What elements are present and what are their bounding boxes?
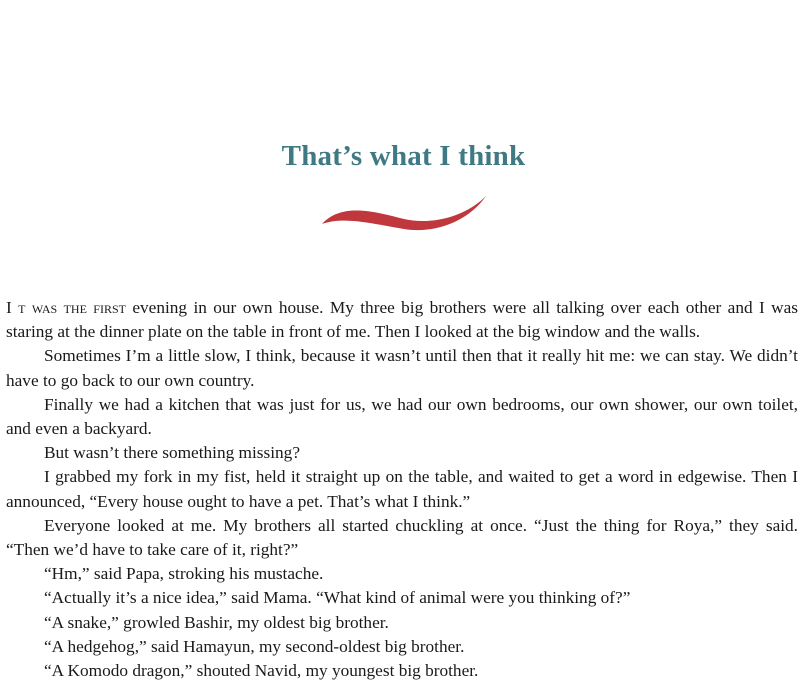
paragraph: “Actually it’s a nice idea,” said Mama. “What kind of animal were you thinking of?” — [44, 588, 631, 608]
paragraph: “A snake,” growled Bashir, my oldest big brother. — [44, 612, 389, 632]
paragraph: Everyone looked at me. My brothers all started chuckling at once. “Just the thing for Roya,” they said. “Then we’d have to take care of it, right?” — [6, 515, 798, 560]
paragraph: But wasn’t there something missing? — [44, 443, 300, 463]
opening-smallcaps: t was the first — [18, 298, 126, 317]
paragraph: I grabbed my fork in my fist, held it straight up on the table, and waited to get a word in edgewise. Then I announced, “Every house ought to have a pet. That’s what I think.” — [6, 467, 798, 511]
first-paragraph — [6, 296, 798, 344]
paragraph: “A hedgehog,” said Hamayun, my second-oldest big brother. — [44, 636, 465, 656]
paragraph: Sometimes I’m a little slow, I think, because it wasn’t until then that it really hit me: we can stay. We didn’t have to go back to our own country. — [6, 346, 798, 390]
chapter-body — [6, 296, 798, 683]
first-paragraph-text: evening in our own house. My three big brothers were all talking over each other and I was staring at the dinner plate on the table in front of me. Then I looked at the big window and the walls. — [6, 298, 798, 342]
chapter-title: That’s what I think — [281, 140, 526, 172]
flourish-stroke — [322, 196, 486, 230]
paragraph: “A Komodo dragon,” shouted Navid, my youngest big brother. — [44, 661, 479, 681]
paragraph: “Hm,” said Papa, stroking his mustache. — [44, 564, 324, 584]
paragraph: Finally we had a kitchen that was just for us, we had our own bedrooms, our own shower, our own toilet, and even a backyard. — [6, 394, 798, 439]
opening-letter: I — [6, 298, 12, 317]
swash-flourish-icon — [318, 192, 490, 236]
